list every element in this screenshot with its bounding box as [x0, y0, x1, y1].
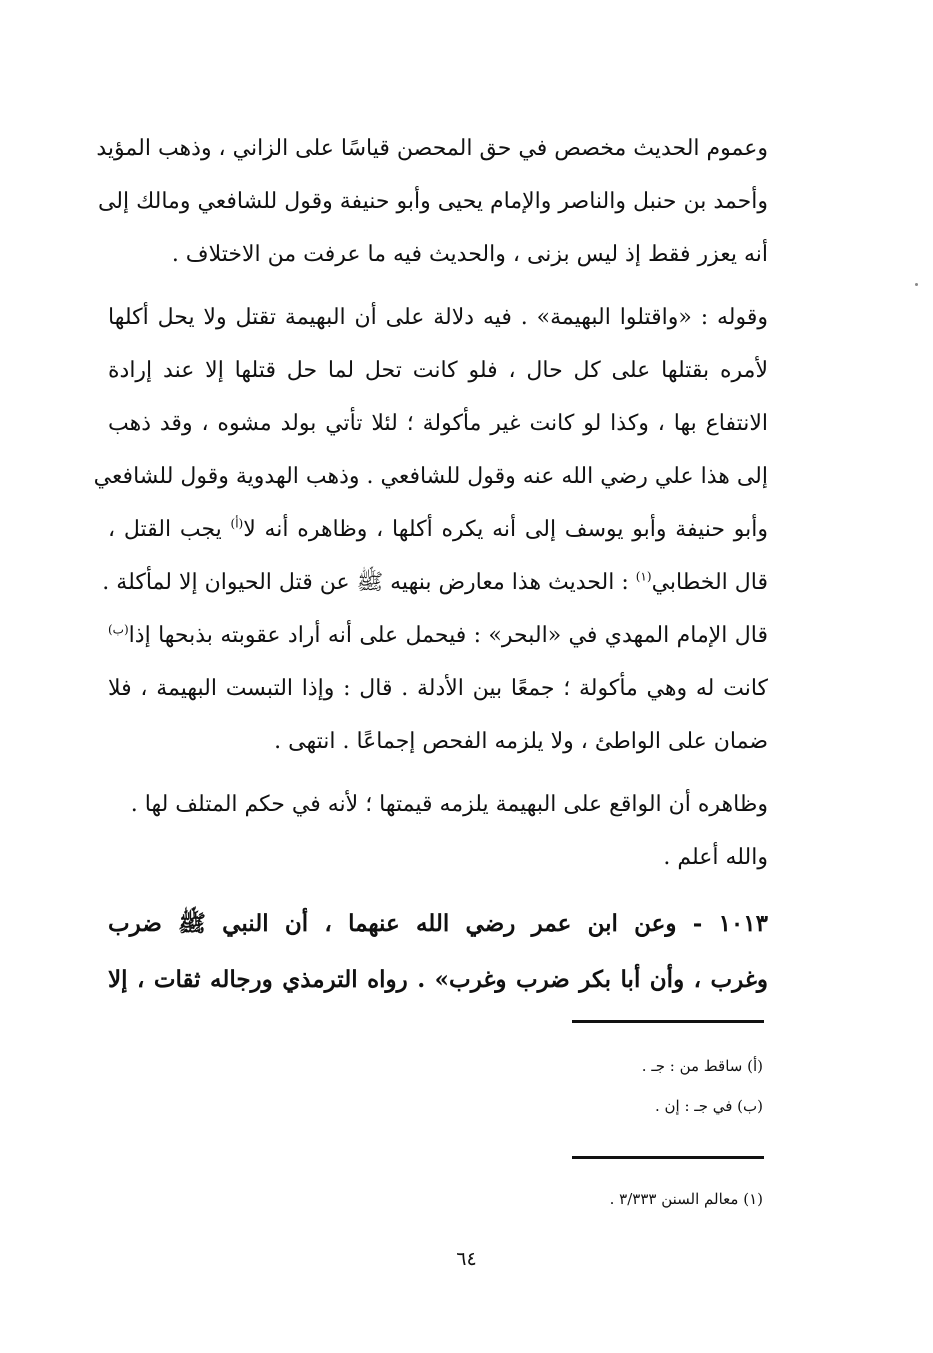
text-line: وظاهره أن الواقع على البهيمة يلزمه قيمتها ؛ لأنه في حكم المتلف لها .: [130, 792, 768, 817]
footnote-divider: [572, 1020, 764, 1023]
footnote-variant: (ب) في جـ : إن .: [654, 1097, 763, 1115]
footnote-variant: (أ) ساقط من : جـ .: [641, 1057, 763, 1075]
text-line: [108, 503, 768, 556]
text-line: كانت له وهي مأكولة ؛ جمعًا بين الأدلة . قال : وإذا التبست البهيمة ، فلا: [108, 676, 768, 701]
text-line: [108, 609, 768, 662]
variant-mark-a: (أ): [230, 516, 244, 531]
main-text: [93, 122, 768, 1008]
page-number: ٦٤: [456, 1248, 477, 1270]
text-segment: قال الخطابي: [651, 570, 768, 595]
paragraph-2: [93, 291, 768, 768]
text-segment: قال الإمام المهدي في «البحر» : فيحمل على أنه أراد عقوبته بذبحها إذا: [128, 623, 768, 648]
text-line: إلى هذا علي رضي الله عنه وقول للشافعي . وذهب الهدوية وقول للشافعي: [93, 464, 768, 489]
text-line: وعموم الحديث مخصص في حق المحصن قياسًا على الزاني ، وذهب المؤيد: [96, 136, 768, 161]
text-line: الانتفاع بها ، وكذا لو كانت غير مأكولة ؛ لئلا تأتي بولد مشوه ، وقد ذهب: [108, 411, 768, 436]
text-segment: : الحديث هذا معارض بنهيه ﷺ عن قتل الحيوان إلا لمأكلة .: [102, 570, 629, 595]
paragraph-3: [108, 778, 768, 884]
hadith-1013: [108, 896, 768, 1008]
text-segment: وأبو حنيفة وأبو يوسف إلى أنه يكره أكلها ، وظاهره أنه لا: [243, 517, 768, 542]
footnote-divider: [572, 1156, 764, 1159]
text-line: والله أعلم .: [663, 845, 768, 870]
text-line: وغرب ، وأن أبا بكر ضرب وغرب» . رواه الترمذي ورجاله ثقات ، إلا: [108, 966, 768, 993]
scan-speck: [915, 283, 918, 286]
text-line: وأحمد بن حنبل والناصر والإمام يحيى وأبو حنيفة وقول للشافعي ومالك إلى: [97, 189, 768, 214]
footnote-source: (١) معالم السنن ٣/٣٣٣ .: [609, 1190, 763, 1208]
text-line: ١٠١٣ - وعن ابن عمر رضي الله عنهما ، أن النبي ﷺ ضرب: [108, 910, 768, 937]
paragraph-1: [96, 122, 768, 281]
text-line: ضمان على الواطئ ، ولا يلزمه الفحص إجماعًا . انتهى .: [274, 729, 768, 754]
variant-mark-b: (ب): [108, 622, 129, 637]
text-line: [102, 556, 768, 609]
footnote-mark-1: (١): [635, 569, 652, 584]
text-line: وقوله : «واقتلوا البهيمة» . فيه دلالة على أن البهيمة تقتل ولا يحل أكلها: [108, 305, 768, 330]
text-line: لأمره بقتلها على كل حال ، فلو كانت تحل لما حل قتلها إلا عند إرادة: [108, 358, 768, 383]
text-line: أنه يعزر فقط إذ ليس بزنى ، والحديث فيه ما عرفت من الاختلاف .: [171, 242, 768, 267]
text-segment: يجب القتل ،: [108, 517, 222, 542]
